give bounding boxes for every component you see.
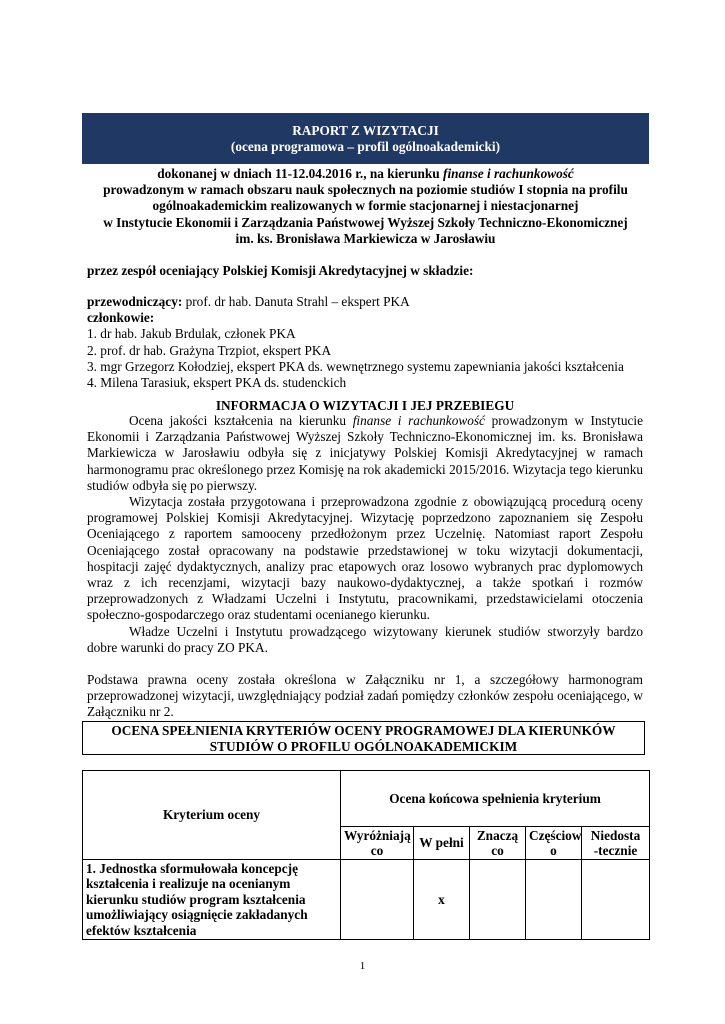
criterion-1-mark [582, 860, 650, 940]
criterion-column-header: Kryterium oceny [83, 771, 341, 860]
page-number: 1 [359, 960, 366, 972]
chair: przewodniczący: prof. dr hab. Danuta Strahl – ekspert PKA [87, 294, 410, 309]
grade-header: Znaczą co [470, 827, 526, 860]
grade-header: Częściow o [526, 827, 582, 860]
criterion-1-mark: x [414, 860, 470, 940]
criterion-1-mark [341, 860, 414, 940]
criterion-1-mark [470, 860, 526, 940]
criterion-1-text: 1. Jednostka sformułowała koncepcję kształcenia i realizuje na ocenianym kierunku studiów program kształcenia umożliwiający osiągnięcie zakładanych efektów kształcenia [83, 860, 341, 940]
criteria-section-title: OCENA SPEŁNIENIA KRYTERIÓW OCENY PROGRAMOWEJ DLA KIERUNKÓW STUDIÓW O PROFILU OGÓLNOAKADEMICKIM [82, 721, 645, 755]
final-grade-header: Ocena końcowa spełnienia kryterium [341, 771, 650, 827]
info-section-body [87, 413, 643, 721]
info-paragraph-3: Władze Uczelni i Instytutu prowadzącego wizytowany kierunek studiów stworzyły bardzo dobre warunki do pracy ZO PKA. [87, 623, 643, 655]
grade-header: Niedosta -tecznie [582, 827, 650, 860]
member-item: 4. Milena Tarasiuk, ekspert PKA ds. studenckich [87, 375, 347, 391]
member-item: 1. dr hab. Jakub Brdulak, członek PKA [87, 326, 296, 342]
report-title: RAPORT Z WIZYTACJI [292, 123, 439, 138]
grade-header: Wyróżniają co [341, 827, 414, 860]
member-item: 3. mgr Grzegorz Kołodziej, ekspert PKA ds. wewnętrznego systemu zapewniania jakości kształcenia [87, 358, 624, 374]
info-paragraph-4: Podstawa prawna oceny została określona w Załączniku nr 1, a szczegółowy harmonogram przeprowadzonej wizytacji, uwzględniający podział zadań pomiędzy członków zespołu oceniającego, w Załączniku nr 2. [87, 672, 643, 720]
members-label: członkowie: [87, 310, 155, 326]
team-intro: przez zespół oceniający Polskiej Komisji Akredytacyjnej w składzie: [87, 263, 474, 278]
info-paragraph-1: Ocena jakości kształcenia na kierunku finanse i rachunkowość prowadzonym w Instytucie Ekonomii i Zarządzania Państwowej Wyższej Szkoły Techniczno-Ekonomicznej im. ks. Bronisława Markiewicza w Jarosławiu odbyła się z inicjatywy Polskiej Komisji Akredytacyjnej w ramach harmonogramu prac określonego przez Komisję na rok akademicki 2015/2016. Wizytacja tego kierunku studiów odbyła się po pierwszy. [87, 413, 643, 493]
visit-details-line-3: ogólnoakademickim realizowanych w formie stacjonarnej i niestacjonarnej [152, 198, 579, 214]
criterion-1-mark [526, 860, 582, 940]
report-subtitle: (ocena programowa – profil ogólnoakademicki) [230, 139, 501, 154]
visit-details-line-1: dokonanej w dniach 11-12.04.2016 r., na kierunku finanse i rachunkowość [157, 166, 574, 181]
visit-details-line-4: w Instytucie Ekonomii i Zarządzania Państwowej Wyższej Szkoły Techniczno-Ekonomicznej [103, 214, 628, 230]
report-title-banner [82, 113, 649, 164]
visit-details-line-5: im. ks. Bronisława Markiewicza w Jarosławiu [235, 230, 496, 246]
member-item: 2. prof. dr hab. Grażyna Trzpiot, ekspert PKA [87, 342, 332, 358]
info-section-title: INFORMACJA O WIZYTACJI I JEJ PRZEBIEGU [215, 398, 515, 413]
grade-header: W pełni [414, 827, 470, 860]
criteria-table [82, 770, 650, 940]
visit-details [82, 166, 649, 247]
info-paragraph-2: Wizytacja została przygotowana i przeprowadzona zgodnie z obowiązującą procedurą oceny programowej Polskiej Komisji Akredytacyjnej. Wizytację poprzedzono zapoznaniem się Zespołu Oceniającego z raportem samooceny przedłożonym przez Uczelnię. Natomiast raport Zespołu Oceniającego został opracowany na podstawie przedstawionej w toku wizytacji dokumentacji, hospitacji zajęć dydaktycznych, analizy prac etapowych oraz losowo wybranych prac dyplomowych wraz z ich recenzjami, wizytacji bazy naukowo-dydaktycznej, a także spotkań i rozmów przeprowadzonych z Władzami Uczelni i Instytutu, pracownikami, przedstawicielami otoczenia społeczno-gospodarczego oraz studentami ocenianego kierunku. [87, 494, 643, 623]
visit-details-line-2: prowadzonym w ramach obszaru nauk społecznych na poziomie studiów I stopnia na profilu [103, 182, 628, 198]
team-members [87, 294, 624, 391]
